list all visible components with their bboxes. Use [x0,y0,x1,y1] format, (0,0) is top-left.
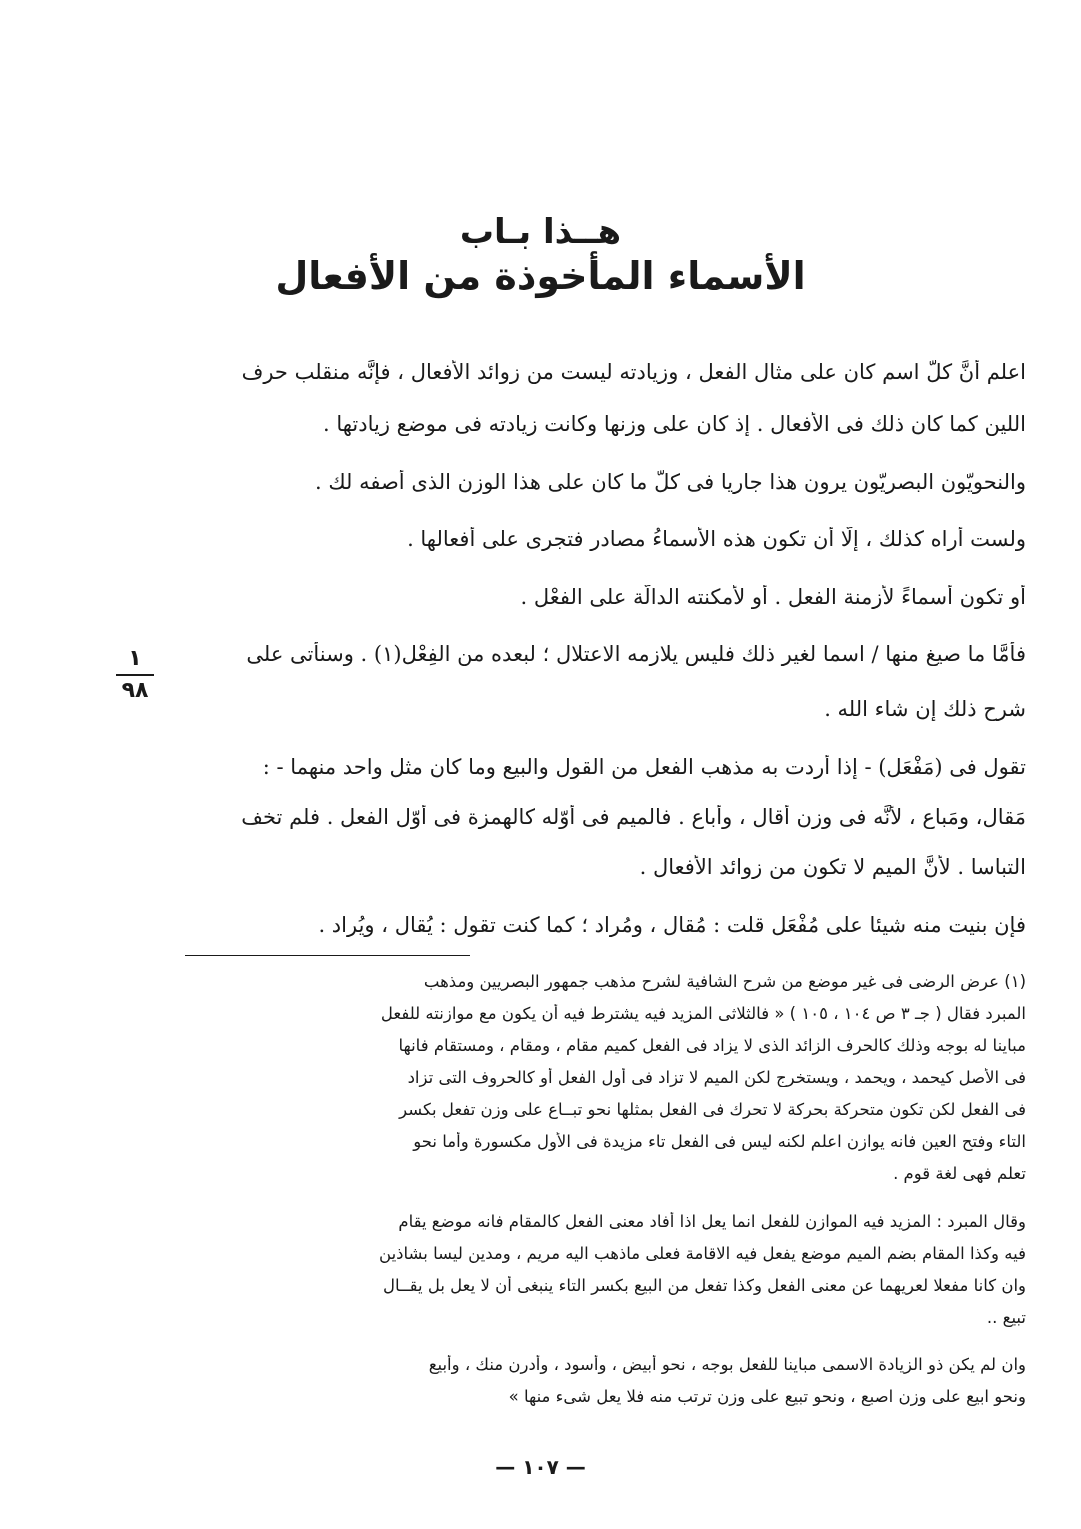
footnote-line-1: (١) عرض الرضى فى غير موضع من شرح الشافية لشرح مذهب جمهور البصريين ومذهب [423,972,1026,991]
body-line-5: أو تكون أسماءً لأزمنة الفعل . أو لأمكنته الدالَّة على الفعْل . [520,585,1026,609]
body-line-9: مَقال، ومَباع ، لأنَّه فى وزن أَقال ، وأَباع . فالميم فى أوّله كالهمزة فى أوّل الفعل . فلم تخف [241,805,1026,829]
body-line-6: فأمَّا ما صيغ منها / اسما لغير ذلك فليس يلازمه الاعتلال ؛ لبعده من الفِعْل(١) . وسنأتى على [246,642,1026,666]
footnote-line-7: تعلم فهى لغة قوم . [893,1164,1026,1183]
margin-ref-top: ١ [128,646,142,671]
page-number: — ١٠٧ — [495,1455,586,1479]
margin-ref-divider [116,674,154,676]
footnote-line-11: تبيع .. [986,1308,1026,1327]
footnote-separator [185,955,470,956]
body-line-8: تقول فى (مَفْعَل) - إذا أردت به مذهب الفعل من القول والبيع وما كان مثل واحد منهما - : [262,755,1026,779]
body-line-1: اعلم أنَّ كلَّ اسم كان على مثال الفعل ، وزيادته ليست من زوائد الأفعال ، فإنَّه منقلب حرف [241,360,1026,384]
footnote-line-8: وقال المبرد : المزيد فيه الموازن للفعل انما يعل اذا أفاد معنى الفعل كالمقام فانه موضع يقام [398,1212,1026,1231]
footnote-line-5: فى الفعل لكن تكون متحركة بحركة لا تحرك فى الفعل بمثلها نحو تبــاع على وزن تفعل بكسر [399,1100,1026,1119]
footnote-line-3: مباينا له بوجه وذلك كالحرف الزائد الذى لا يزاد فى الفعل كميم مقام ، ومقام ، ومستقام فانها [398,1036,1026,1055]
body-line-11: فإن بنيت منه شيئا على مُفْعَل قلت : مُقال ، ومُراد ؛ كما كنت تقول : يُقال ، ويُراد . [318,913,1026,937]
body-line-4: ولست أراه كذلك ، إلَّا أن تكون هذه الأسماءُ مصادر فتجرى على أفعالها . [407,527,1026,551]
footnote-line-4: فى الأصل كيحمد ، ويحمد ، ويستخرج لكن الميم لا تزاد فى أول الفعل أو كالحروف التى تزاد [407,1068,1026,1087]
margin-ref-bottom: ٩٨ [121,678,149,703]
body-line-2: اللين كما كان ذلك فى الأفعال . إذ كان على وزنها وكانت زيادته فى موضع زيادتها . [323,412,1026,436]
footnote-line-13: ونحو ابيع على وزن اصبع ، ونحو تبيع على وزن ترتب منه فلا يعل شىء منها » [508,1387,1026,1406]
margin-page-reference [110,648,160,702]
footnote-line-12: وان لم يكن ذو الزيادة الاسمى مباينا للفعل بوجه ، نحو أبيض ، وأسود ، وأدرن منك ، وأبيع [428,1355,1026,1374]
footnote-line-6: التاء وفتح العين فانه يوازن اعلم لكنه ليس فى الفعل تاء مزيدة فى الأول مكسورة وأما نحو [413,1132,1026,1151]
body-line-10: التباسا . لأنَّ الميم لا تكون من زوائد الأفعال . [639,855,1026,879]
footnote-line-10: وان كانا مفعلا لعريهما عن معنى الفعل وكذا تفعل من البيع بكسر التاء ينبغى أن لا يعل بل يقــال [382,1276,1026,1295]
body-line-7: شرح ذلك إن شاء الله . [824,697,1026,721]
footnote-line-2: المبرد فقال ( جـ ٣ ص ١٠٤ ، ١٠٥ ) « فالثلاثى المزيد فيه يشترط فيه أن يكون مع موازنته للفعل [380,1004,1026,1023]
chapter-heading-line-1: هــذا بـاب [459,212,622,252]
body-line-3: والنحويّون البصريّون يرون هذا جاريا فى كلّ ما كان على هذا الوزن الذى أصفه لك . [314,470,1026,494]
chapter-heading-line-2: الأسماء المأخوذة من الأفعال [275,254,806,298]
footnote-line-9: فيه وكذا المقام بضم الميم موضع يفعل فيه الاقامة فعلى ماذهب اليه مريم ، ومدين ليسا بشاذين [379,1244,1026,1263]
